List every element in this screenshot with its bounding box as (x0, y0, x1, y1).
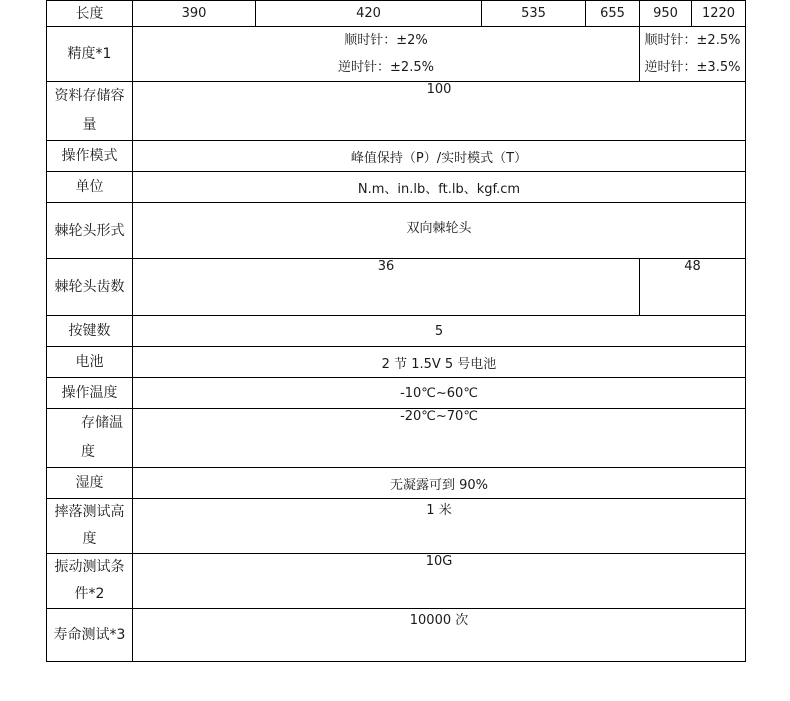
label-accuracy: 精度*1 (47, 27, 133, 82)
label-storage-line1: 资料存储容 (54, 88, 125, 104)
op-temp-value: -10℃~60℃ (133, 378, 746, 409)
row-life (47, 609, 746, 662)
length-value-2: 420 (256, 1, 482, 27)
label-ratchet-teeth: 棘轮头齿数 (47, 259, 133, 316)
label-humidity: 湿度 (47, 468, 133, 499)
row-storage (47, 82, 746, 141)
label-ratchet-type: 棘轮头形式 (47, 203, 133, 259)
label-battery: 电池 (47, 347, 133, 378)
label-vibration-line2: 件*2 (74, 586, 105, 602)
row-ratchet-type (47, 203, 746, 259)
row-unit (47, 172, 746, 203)
label-store-temp (47, 409, 133, 468)
accuracy-left-cw: 顺时针：±2% (344, 33, 428, 48)
row-battery (47, 347, 746, 378)
store-temp-value: -20℃~70℃ (133, 409, 746, 468)
label-length: 长度 (47, 1, 133, 27)
label-life: 寿命测试*3 (47, 609, 133, 662)
label-drop (47, 499, 133, 554)
row-length (47, 1, 746, 27)
accuracy-right-ccw: 逆时针：±3.5% (644, 60, 741, 75)
spec-table (46, 0, 746, 662)
label-vibration (47, 554, 133, 609)
length-value-5: 950 (640, 1, 692, 27)
keys-value: 5 (133, 316, 746, 347)
ratchet-teeth-right: 48 (640, 259, 746, 316)
length-value-3: 535 (482, 1, 586, 27)
vibration-value: 10G (133, 554, 746, 609)
life-value: 10000 次 (133, 609, 746, 662)
accuracy-left-ccw: 逆时针：±2.5% (338, 60, 434, 75)
label-vibration-line1: 振动测试条 (54, 559, 125, 575)
accuracy-left (133, 27, 640, 82)
label-mode: 操作模式 (47, 141, 133, 172)
ratchet-teeth-left: 36 (133, 259, 640, 316)
humidity-value: 无凝露可到 90% (133, 468, 746, 499)
accuracy-right-cw: 顺时针：±2.5% (644, 33, 741, 48)
row-ratchet-teeth (47, 259, 746, 316)
label-drop-line1: 摔落测试高 (54, 504, 125, 520)
label-keys: 按键数 (47, 316, 133, 347)
row-accuracy (47, 27, 746, 82)
label-store-temp-line2: 度 (81, 444, 95, 460)
label-storage (47, 82, 133, 141)
length-value-1: 390 (133, 1, 256, 27)
storage-value: 100 (133, 82, 746, 141)
row-store-temp (47, 409, 746, 468)
label-op-temp: 操作温度 (47, 378, 133, 409)
ratchet-type-value: 双向棘轮头 (133, 203, 746, 259)
mode-value: 峰值保持（P）/实时模式（T） (133, 141, 746, 172)
row-drop (47, 499, 746, 554)
label-drop-line2: 度 (82, 531, 97, 547)
length-value-6: 1220 (692, 1, 746, 27)
drop-value: 1 米 (133, 499, 746, 554)
label-storage-line2: 量 (82, 117, 97, 133)
battery-value: 2 节 1.5V 5 号电池 (133, 347, 746, 378)
row-op-temp (47, 378, 746, 409)
label-store-temp-line1: 存储温 (81, 415, 123, 431)
row-humidity (47, 468, 746, 499)
unit-value: N.m、in.lb、ft.lb、kgf.cm (133, 172, 746, 203)
accuracy-right (640, 27, 746, 82)
length-value-4: 655 (586, 1, 640, 27)
label-unit: 单位 (47, 172, 133, 203)
row-vibration (47, 554, 746, 609)
row-mode (47, 141, 746, 172)
row-keys (47, 316, 746, 347)
